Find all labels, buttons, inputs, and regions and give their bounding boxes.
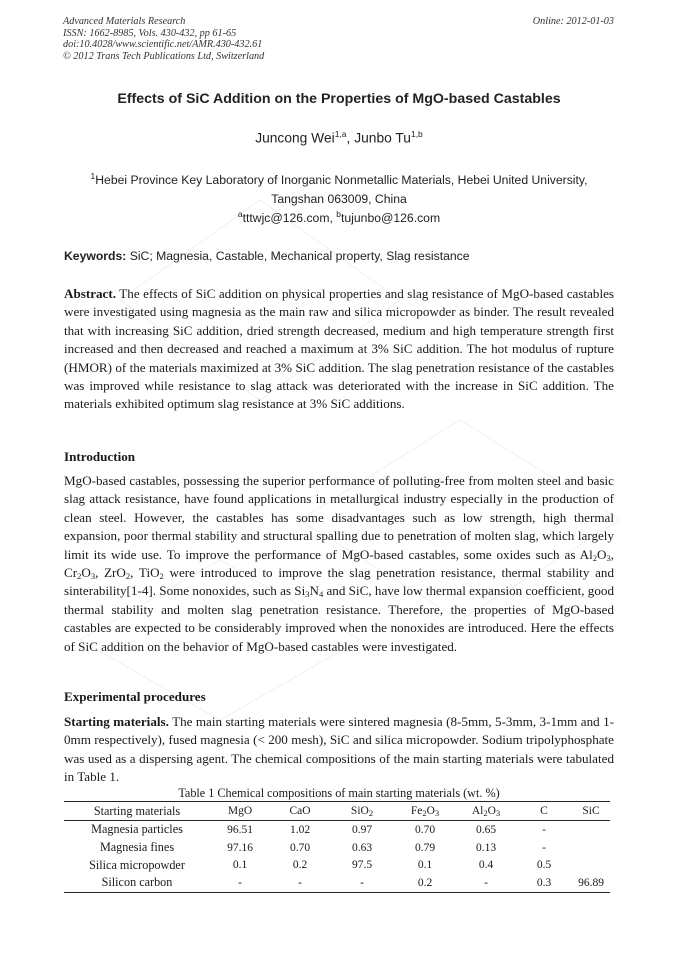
table-row bbox=[64, 856, 610, 874]
table-row bbox=[64, 821, 610, 839]
table-row bbox=[64, 874, 610, 892]
formula-al2o3: $Al_2O_3$ bbox=[579, 546, 611, 563]
email-address: tujunbo@126.com bbox=[341, 211, 441, 226]
table-cell: 0.63 bbox=[351, 841, 373, 854]
starting-materials-label: Starting materials. bbox=[64, 714, 169, 729]
table-cell: - bbox=[542, 841, 546, 854]
journal-header bbox=[63, 16, 264, 62]
issn-line: ISSN: 1662-8985, Vols. 430-432, pp 61-65 bbox=[63, 27, 237, 39]
column-header: SiC bbox=[572, 802, 610, 821]
introduction-paragraph: MgO-based castables, possessing the superior performance of polluting-free from molten steel and basic slag attack resistance, have found applications in metallurgical industry especially in the production of clean steel. However, the castables has some disadvantages such as low strength, high thermal expansion, poor thermal stability and structural spalling due to penetration of molten slag, which largely limit its wide use. To improve the performance of MgO-based castables, some oxides such as $Al_2O_3$, $Cr_2O_3$, ZrO$_2$, TiO$_2$ were introduced to improve the slag penetration resistance, thermal stability and sinterability[1-4]. Some nonoxides, such as $Si_3N_4$ and SiC, have low thermal expansion coefficient, good thermal stability and molten slag penetration resistance. Therefore, the properties of MgO-based castables are expected to be considerably improved when the nonoxides are introduced. Here the effects of SiC addition on the behavior of MgO-based castables were investigated. bbox=[64, 473, 614, 654]
table-cell: Magnesia particles bbox=[91, 822, 183, 837]
affiliation-line-1: Hebei Province Key Laboratory of Inorganic Nonmetallic Materials, Hebei United University, bbox=[95, 173, 588, 188]
column-header: MgO bbox=[210, 802, 270, 821]
table-cell: 0.2 bbox=[394, 874, 456, 892]
table-cell: - bbox=[270, 874, 330, 892]
author-affil-mark: 1,b bbox=[410, 129, 423, 139]
table-cell: 0.4 bbox=[478, 859, 494, 872]
online-date: Online: 2012-01-03 bbox=[532, 16, 614, 27]
section-heading-experimental: Experimental procedures bbox=[64, 689, 206, 704]
table-cell: 0.70 bbox=[289, 841, 311, 854]
email-separator: , bbox=[329, 211, 337, 226]
journal-name: Advanced Materials Research bbox=[63, 16, 186, 27]
affiliation bbox=[70, 167, 608, 208]
table-cell: 97.16 bbox=[227, 841, 253, 854]
table-cell: - bbox=[210, 874, 270, 892]
table-cell: 0.97 bbox=[351, 823, 373, 836]
column-header: C bbox=[516, 802, 572, 821]
table-cell: 96.51 bbox=[227, 823, 253, 836]
column-header: $Fe_2O_3$ bbox=[394, 802, 456, 821]
table-cell: - bbox=[542, 823, 546, 836]
keywords bbox=[64, 249, 614, 263]
section-heading-introduction: Introduction bbox=[64, 449, 136, 464]
copyright-line: © 2012 Trans Tech Publications Ltd, Switzerland bbox=[63, 50, 265, 62]
column-header: $Al_2O_3$ bbox=[456, 802, 516, 821]
table-cell: Silicon carbon bbox=[64, 874, 210, 892]
intro-text: were introduced to improve the slag penetration resistance, thermal stability and sinterability[1-4]. Some nonoxides, such as bbox=[64, 565, 614, 599]
keywords-label: Keywords: bbox=[64, 249, 127, 263]
composition-table bbox=[64, 801, 610, 893]
table-cell bbox=[572, 821, 610, 839]
email-mark: a bbox=[237, 209, 243, 219]
column-header: CaO bbox=[270, 802, 330, 821]
table-cell: 0.13 bbox=[475, 841, 497, 854]
abstract bbox=[64, 285, 614, 414]
table-cell: 0.5 bbox=[536, 859, 552, 872]
affiliation-line-2: Tangshan 063009, China bbox=[271, 191, 407, 206]
abstract-label: Abstract. bbox=[64, 286, 116, 301]
column-header: Starting materials bbox=[64, 802, 210, 821]
table-cell: - bbox=[330, 874, 394, 892]
starting-materials-text: The main starting materials were sintered magnesia (8-5mm, 5-3mm, 3-1mm and 1-0mm respectively), fused magnesia (< 200 mesh), SiC and silica micropowder. Sodium tripolyphosphate was used as a dispersing agent. The chemical compositions of the main starting materials were tabulated in Table 1. bbox=[64, 714, 615, 785]
table-cell: 0.79 bbox=[414, 841, 436, 854]
intro-text: MgO-based castables, possessing the superior performance of polluting-free from molten steel and basic slag attack resistance, have found applications in metallurgical industry especially in the production of clean steel. However, the castables has some disadvantages such as low strength, high thermal expansion, poor thermal stability and structural spalling due to penetration of molten slag, which largely limit its wide use. To improve the performance of MgO-based castables, some oxides such as bbox=[64, 473, 614, 562]
table-caption: Table 1 Chemical compositions of main starting materials (wt. %) bbox=[178, 786, 500, 800]
doi-line: doi:10.4028/www.scientific.net/AMR.430-432.61 bbox=[63, 39, 263, 50]
email-mark: b bbox=[336, 209, 342, 219]
email-address: tttwjc@126.com bbox=[242, 211, 330, 226]
table-cell: 0.2 bbox=[292, 859, 308, 872]
author-affil-mark: 1,a bbox=[334, 129, 347, 139]
author-name: Junbo Tu bbox=[354, 130, 411, 146]
author-separator: , bbox=[346, 130, 355, 146]
author-name: Juncong Wei bbox=[255, 130, 335, 146]
formula-si3n4: $Si_3N_4$ bbox=[294, 583, 324, 600]
formula-tio2: TiO$_2$ bbox=[138, 565, 164, 582]
author-list bbox=[40, 129, 638, 146]
table-cell: 0.1 bbox=[232, 859, 248, 872]
table-cell: 97.5 bbox=[351, 859, 373, 872]
author-emails bbox=[40, 209, 638, 225]
paper-title: Effects of SiC Addition on the Properties of MgO-based Castables bbox=[117, 91, 561, 107]
table-cell: - bbox=[456, 874, 516, 892]
table-cell: 1.02 bbox=[289, 823, 311, 836]
table-cell: 0.70 bbox=[414, 823, 436, 836]
table-cell: 0.65 bbox=[475, 823, 497, 836]
table-cell bbox=[572, 839, 610, 857]
table-cell bbox=[572, 856, 610, 874]
column-header: SiO$_2$ bbox=[330, 802, 394, 821]
table-row bbox=[64, 839, 610, 857]
formula-cr2o3: $Cr_2O_3$ bbox=[64, 565, 96, 582]
affiliation-mark: 1 bbox=[90, 171, 96, 181]
table-cell: 0.3 bbox=[516, 874, 572, 892]
keywords-text: SiC; Magnesia, Castable, Mechanical property, Slag resistance bbox=[126, 249, 470, 263]
intro-text: and SiC, have low thermal expansion coefficient, good thermal stability and molten slag penetration resistance. Therefore, the properties of MgO-based castables are expected to be considerably improved when the nonoxides are introduced. Here the effects of SiC addition on the behavior of MgO-based castables were investigated. bbox=[64, 583, 614, 654]
starting-materials-paragraph bbox=[64, 713, 614, 787]
table-cell: 96.89 bbox=[572, 874, 610, 892]
table-cell: Silica micropowder bbox=[89, 857, 185, 872]
table-header-row bbox=[64, 802, 610, 821]
formula-zro2: ZrO$_2$ bbox=[104, 565, 131, 582]
table-cell: Magnesia fines bbox=[99, 840, 175, 855]
table-cell: 0.1 bbox=[417, 859, 433, 872]
abstract-text: The effects of SiC addition on physical properties and slag resistance of MgO-based castables were investigated using magnesia as the main raw and silica micropowder as binder. The result revealed that with increasing SiC addition, dried strength decreased, medium and high temperature strength first increased and then decreased and reached a maximum at 3% SiC addition. The hot modulus of rupture (HMOR) of the materials maximized at 3% SiC addition. The slag penetration resistance of the castables was improved while resistance to slag attack was deteriorated with the increase in SiC addition. The materials exhibited optimum slag resistance at 3% SiC additions. bbox=[64, 286, 614, 412]
